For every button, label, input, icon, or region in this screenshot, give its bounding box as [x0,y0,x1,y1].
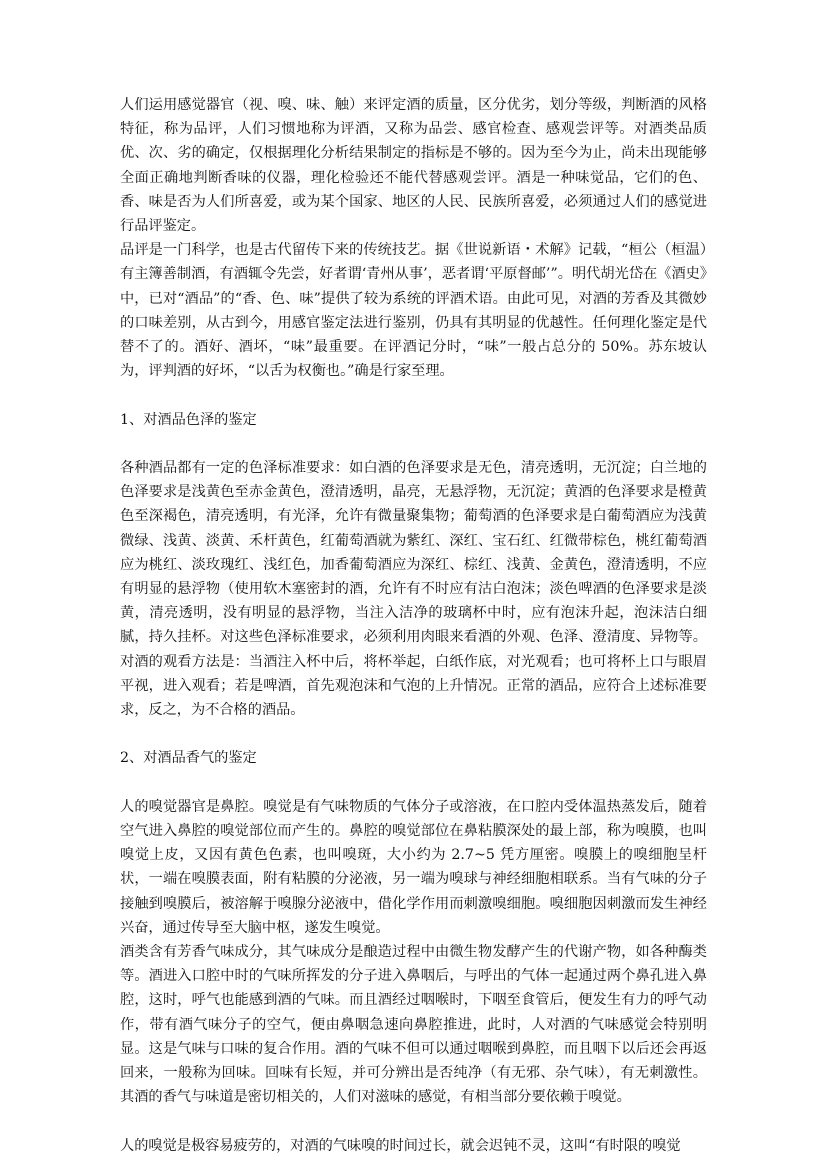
paragraph-olfactory-fatigue: 人的嗅觉是极容易疲劳的，对酒的气味嗅的时间过长，就会迟钝不灵，这叫“有时限的嗅觉 [120,1137,681,1154]
section-heading-aroma: 2、对酒品香气的鉴定 [120,750,257,767]
paragraph-color-standards: 各种酒品都有一定的色泽标准要求：如白酒的色泽要求是无色，清亮透明，无沉淀；白兰地的色泽要求是浅黄色至赤金黄色，澄清透明，晶亮，无悬浮物，无沉淀；黄酒的色泽要求是橙黄色至深褐色，清亮透明，有光泽，允许有微量聚集物；葡萄酒的色泽要求是白葡萄酒应为浅黄微绿、浅黄、淡黄、禾杆黄色，红葡萄酒就为紫红、深红、宝石红、红微带棕色，桃红葡萄酒应为桃红、淡玫瑰红、浅红色，加香葡萄酒应为深红、棕红、浅黄、金黄色，澄清透明，不应有明显的悬浮物（使用软木塞密封的酒，允许有不时应有沽白泡沫；淡色啤酒的色泽要求是淡黄，清亮透明，没有明显的悬浮物，当注入洁净的玻璃杯中时，应有泡沫升起，泡沫洁白细腻，持久挂杯。对这些色泽标准要求，必须利用肉眼来看酒的外观、色泽、澄清度、异物等。对酒的观看方法是：当酒注入杯中后，将杯举起，白纸作底，对光观看；也可将杯上口与眼眉平视，进入观看；若是啤酒，首先观泡沫和气泡的上升情况。正常的酒品，应符合上述标准要求，反之，为不合格的酒品。 [120,460,707,719]
spacer [120,383,707,407]
paragraph-olfactory-organ: 人的嗅觉器官是鼻腔。嗅觉是有气味物质的气体分子或溶液，在口腔内受体温热蒸发后，随着空气进入鼻腔的嗅觉部位而产生的。鼻腔的嗅觉部位在鼻粘膜深处的最上部，称为嗅膜，也叫嗅觉上皮，又因有黄色色素，也叫嗅斑，大小约为 2.7~5 凭方厘密。嗅膜上的嗅细胞呈杆状，一端在嗅膜表面，附有粘膜的分泌液，另一端为嗅球与神经细胞相联系。当有气味的分子接触到嗅膜后，被溶解于嗅腺分泌液中，借化学作用而刺激嗅细胞。嗅细胞因刺激而发生神经兴奋，通过传导至大脑中枢，遂发生嗅觉。 [120,798,707,936]
paragraph-history: 品评是一门科学，也是古代留传下来的传统技艺。据《世说新语・术解》记载，“桓公（桓温）有主簿善制酒，有酒辄令先尝，好者谓‘青州从事’，恶者谓‘平原督邮’”。明代胡光岱在《酒史》中，已对“酒品”的“香、色、味”提供了较为系统的评酒术语。由此可见，对酒的芳香及其微妙的口味差别，从古到今，用感官鉴定法进行鉴别，仍具有其明显的优越性。任何理化鉴定是代替不了的。酒好、酒坏，“味”最重要。在评酒记分时，“味”一般占总分的 50%。苏东坡认为，评判酒的好坏，“以舌为权衡也。”确是行家至理。 [120,242,707,380]
spacer [120,771,707,795]
spacer [120,432,707,456]
section-heading-color: 1、对酒品色泽的鉴定 [120,411,257,428]
spacer [120,722,707,746]
document-page [120,93,707,1158]
paragraph-intro: 人们运用感觉器官（视、嗅、味、触）来评定酒的质量，区分优劣，划分等级，判断酒的风格特征，称为品评，人们习惯地称为评酒，又称为品尝、感官检查、感观尝评等。对酒类品质优、次、劣的确定，仅根据理化分析结果制定的指标是不够的。因为至今为止，尚未出现能够全面正确地判断香味的仪器，理化检验还不能代替感观尝评。酒是一种味觉品，它们的色、香、味是否为人们所喜爱，或为某个国家、地区的人民、民族所喜爱，必须通过人们的感觉进行品评鉴定。 [120,97,707,235]
spacer [120,1109,707,1133]
paragraph-aroma-components: 酒类含有芳香气味成分，其气味成分是酿造过程中由微生物发酵产生的代谢产物，如各种酶类等。酒进入口腔中时的气味所挥发的分子进入鼻咽后，与呼出的气体一起通过两个鼻孔进入鼻腔，这时，呼气也能感到酒的气味。而且酒经过咽喉时，下咽至食管后，便发生有力的呼气动作，带有酒气味分子的空气，便由鼻咽急速向鼻腔推进，此时，人对酒的气味感觉会特别明显。这是气味与口味的复合作用。酒的气味不但可以通过咽喉到鼻腔，而且咽下以后还会再返回来，一般称为回味。回味有长短，并可分辨出是否纯净（有无邪、杂气味），有无刺激性。其酒的香气与味道是密切相关的，人们对滋味的感觉，有相当部分要依赖于嗅觉。 [120,944,707,1106]
